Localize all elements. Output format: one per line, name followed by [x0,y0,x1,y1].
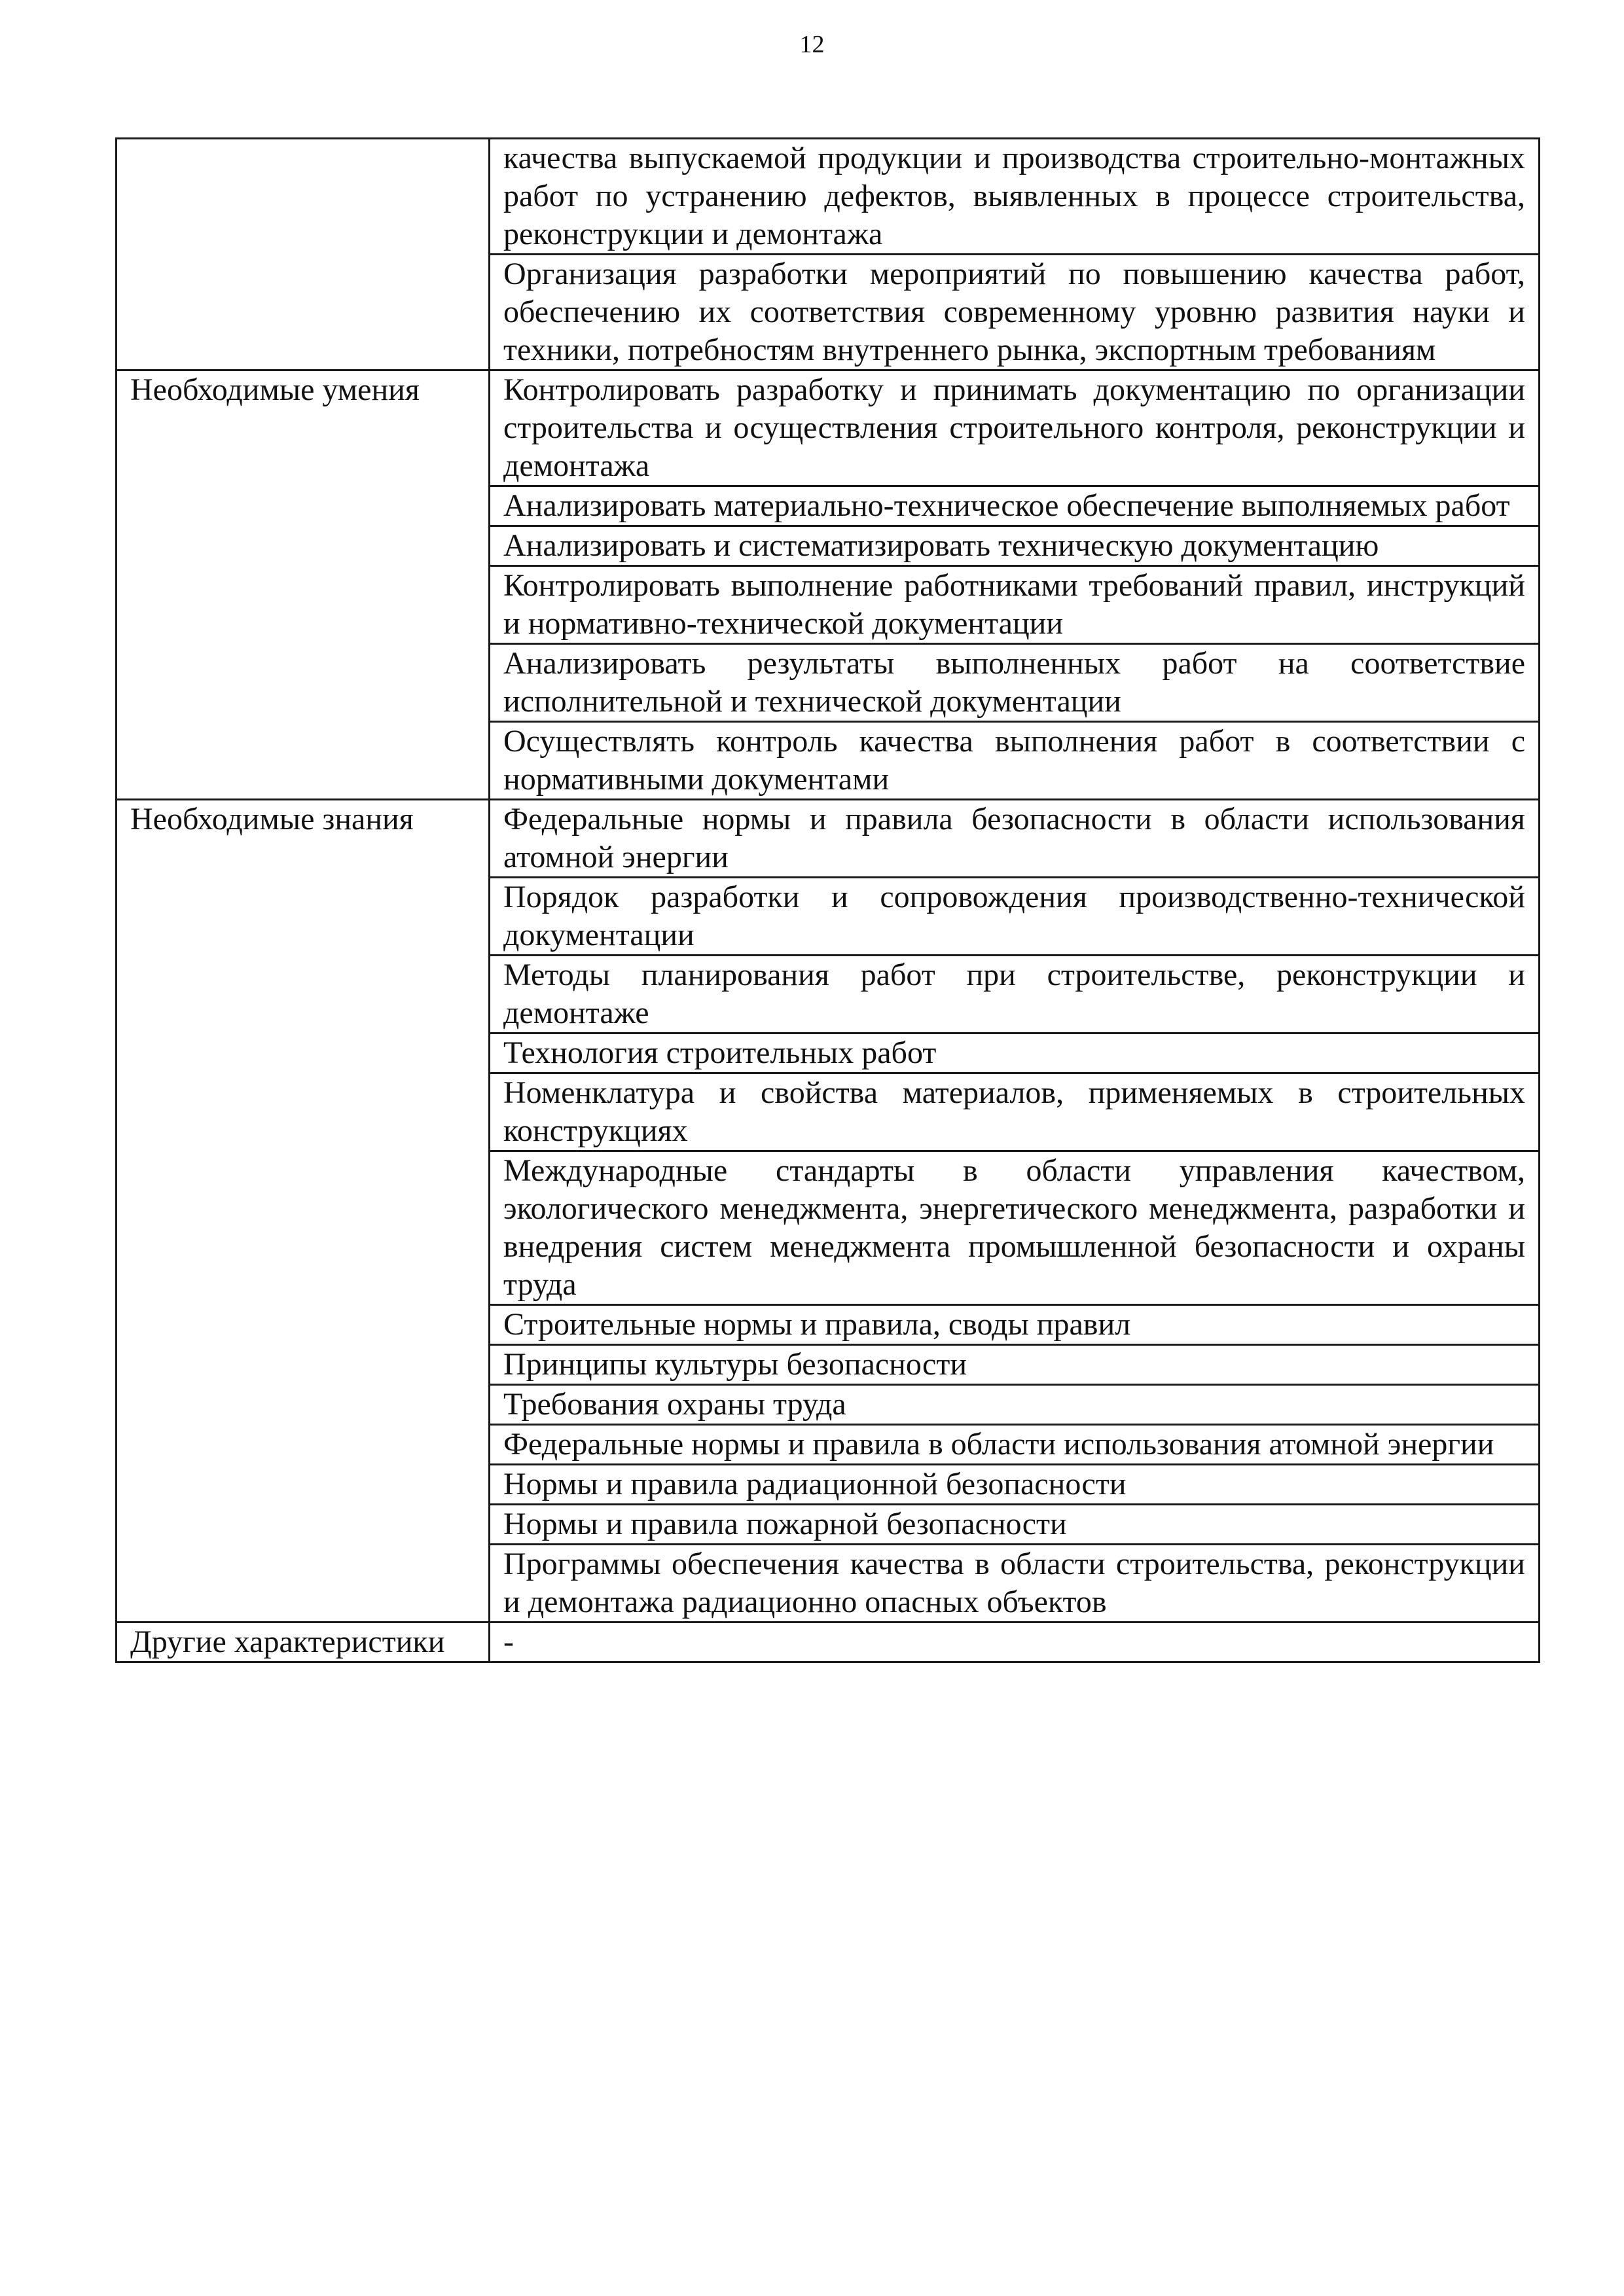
item-description: Контролировать разработку и принимать документацию по организации строительства и осуществления строительного контроля, реконструкции и демонтажа [490,370,1540,486]
item-description: - [490,1623,1540,1662]
item-description: Порядок разработки и сопровождения производственно-технической документации [490,878,1540,956]
table-row [117,139,1540,255]
item-description: Нормы и правила пожарной безопасности [490,1505,1540,1545]
item-description: Строительные нормы и правила, своды правил [490,1305,1540,1345]
table-row [117,370,1540,486]
competency-table [115,137,1540,1663]
page-number: 12 [799,31,825,58]
item-description: Анализировать материально-техническое обеспечение выполняемых работ [490,486,1540,526]
item-description: Осуществлять контроль качества выполнения работ в соответствии с нормативными документами [490,722,1540,800]
item-description: Принципы культуры безопасности [490,1345,1540,1385]
item-description: Технология строительных работ [490,1033,1540,1073]
item-description: Номенклатура и свойства материалов, применяемых в строительных конструкциях [490,1073,1540,1151]
item-description: Федеральные нормы и правила безопасности в области использования атомной энергии [490,800,1540,878]
item-description: качества выпускаемой продукции и производства строительно-монтажных работ по устранению дефектов, выявленных в процессе строительства, реконструкции и демонтажа [490,139,1540,255]
item-description: Международные стандарты в области управления качеством, экологического менеджмента, энергетического менеджмента, разработки и внедрения систем менеджмента промышленной безопасности и охраны труда [490,1151,1540,1305]
item-description: Программы обеспечения качества в области строительства, реконструкции и демонтажа радиационно опасных объектов [490,1545,1540,1623]
table-row [117,800,1540,878]
competency-table-body [117,139,1540,1662]
item-description: Нормы и правила радиационной безопасности [490,1465,1540,1505]
item-description: Контролировать выполнение работниками требований правил, инструкций и нормативно-технической документации [490,566,1540,644]
section-label: Необходимые умения [117,370,490,800]
item-description: Требования охраны труда [490,1385,1540,1425]
item-description: Федеральные нормы и правила в области использования атомной энергии [490,1425,1540,1465]
item-description: Методы планирования работ при строительстве, реконструкции и демонтаже [490,956,1540,1033]
item-description: Анализировать и систематизировать техническую документацию [490,526,1540,566]
item-description: Анализировать результаты выполненных работ на соответствие исполнительной и технической документации [490,644,1540,722]
item-description: Организация разработки мероприятий по повышению качества работ, обеспечению их соответствия современному уровню развития науки и техники, потребностям внутреннего рынка, экспортным требованиям [490,255,1540,370]
section-label [117,139,490,370]
section-label: Другие характеристики [117,1623,490,1662]
table-row [117,1623,1540,1662]
section-label: Необходимые знания [117,800,490,1623]
